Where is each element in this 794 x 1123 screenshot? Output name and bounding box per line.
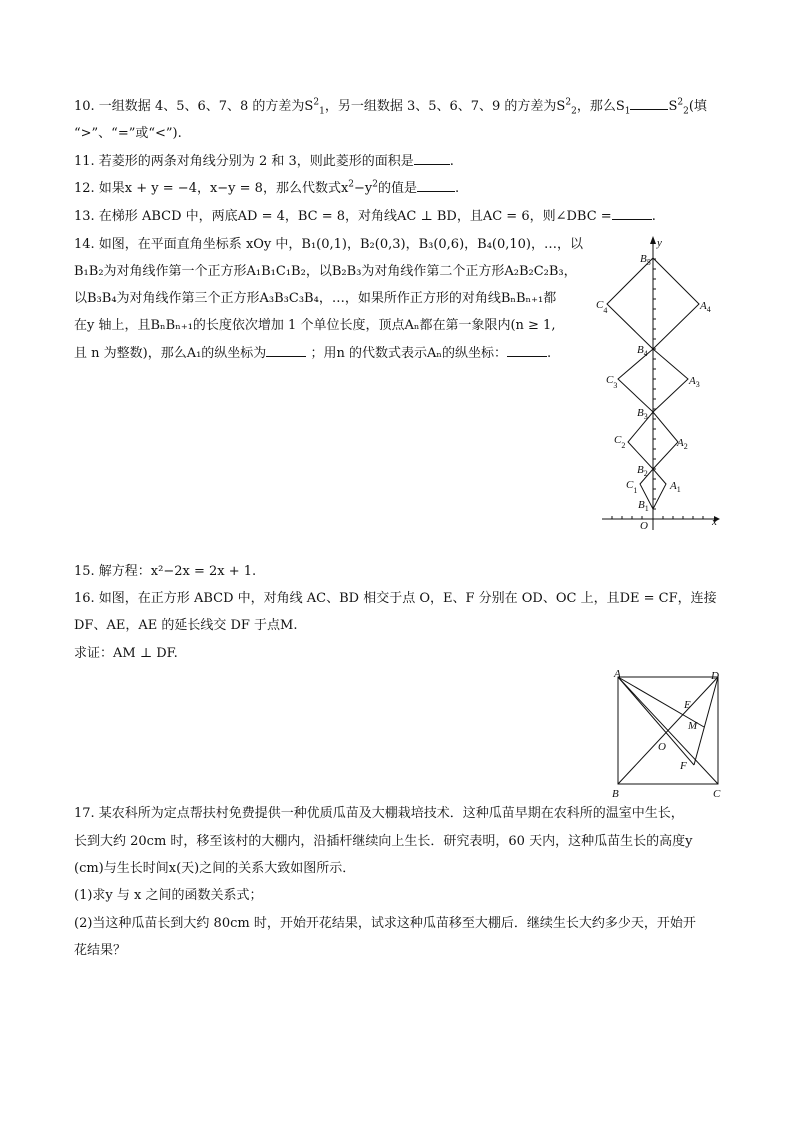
label-A1: $A_1$ — [670, 480, 681, 494]
q10-part3: ，那么S — [576, 99, 625, 114]
label-B1: $B_1$ — [638, 499, 649, 513]
q17-line3: (cm)与生长时间x(天)之间的关系大致如图所示． — [74, 861, 356, 876]
sub: 2 — [571, 106, 577, 117]
label-A: A — [614, 668, 621, 680]
q12-part3: 的值是 — [378, 181, 418, 196]
label-A4: $A_4$ — [700, 300, 711, 314]
label-M: M — [688, 720, 698, 732]
label-A2: $A_2$ — [677, 437, 688, 451]
label-E: E — [684, 699, 691, 711]
label-C3: $C_3$ — [606, 374, 618, 390]
q16-line3: 求证：AM ⊥ DF. — [74, 646, 178, 661]
q10-part2: ，另一组数据 3、5、6、7、9 的方差为S — [324, 99, 566, 114]
sup: 2 — [313, 97, 320, 108]
q12-part1: 12. 如果x + y = −4，x−y = 8，那么代数式x — [74, 181, 349, 196]
q17-line6: 花结果？ — [74, 943, 127, 958]
label-A3: $A_3$ — [689, 375, 700, 389]
q10-part1: 10. 一组数据 4、5、6、7、8 的方差为S — [74, 99, 314, 114]
label-C: C — [713, 788, 721, 799]
sup: 2 — [677, 97, 684, 108]
label-F: F — [680, 760, 687, 772]
answer-blank[interactable] — [266, 344, 306, 357]
origin-label: O — [640, 520, 648, 532]
sup: 2 — [348, 179, 355, 190]
answer-blank[interactable] — [414, 152, 450, 165]
x-axis-label: x — [712, 516, 717, 528]
q12-part2: −y — [354, 181, 373, 196]
q17-line1: 17. 某农科所为定点帮扶村免费提供一种优质瓜苗及大棚栽培技术．这种瓜苗早期在农科所的温室中生长， — [74, 806, 684, 821]
sup: 2 — [565, 97, 572, 108]
answer-blank[interactable] — [417, 179, 455, 192]
q14-line5: 且 n 为整数)，那么A₁的纵坐标为 ；用n 的代数式表示Aₙ的纵坐标： . — [74, 346, 552, 361]
q17-line5: (2)当这种瓜苗长到大约 80cm 时，开始开花结果，试求这种瓜苗移至大棚后．继续生长大约多少天，开始开 — [74, 916, 696, 931]
q17-line2: 长到大约 20cm 时，移至该村的大棚内，沿插杆继续向上生长．研究表明，60 天内，这种瓜苗生长的高度y — [74, 834, 693, 849]
q10-part4: S — [668, 99, 678, 114]
figure-16-square-abcd — [610, 667, 730, 799]
question-12: 12. 如果x + y = −4，x−y = 8，那么代数式$x^2-y^2$的值是 . — [74, 179, 460, 196]
sub: 2 — [683, 106, 689, 117]
q14-line4: 在y 轴上，且BₙBₙ₊₁的长度依次增加 1 个单位长度，顶点Aₙ都在第一象限内(n ≥ 1, — [74, 318, 556, 333]
question-15: 15. 解方程：x²−2x = 2x + 1. — [74, 564, 257, 579]
q17-line4: (1)求y 与 x 之间的函数关系式； — [74, 888, 263, 903]
q10-part5: (填 — [688, 99, 707, 114]
q13-text: 13. 在梯形 ABCD 中，两底AD = 4，BC = 8，对角线AC ⊥ BD，且AC = 6，则∠DBC = — [74, 209, 612, 224]
figure-14-coordinate-squares — [596, 232, 722, 532]
label-C4: $C_4$ — [596, 299, 608, 315]
label-B4: $B_4$ — [637, 344, 648, 358]
q11-text: 11. 若菱形的两条对角线分别为 2 和 3，则此菱形的面积是 — [74, 154, 414, 169]
question-10-cont: “>”、“=”或“<”). — [74, 126, 182, 141]
label-B3: $B_3$ — [637, 407, 648, 421]
question-11: 11. 若菱形的两条对角线分别为 2 和 3，则此菱形的面积是 . — [74, 154, 454, 169]
y-axis-label: y — [657, 237, 662, 249]
sup: 2 — [372, 179, 379, 190]
label-O: O — [658, 741, 666, 753]
q14-line5b: ；用n 的代数式表示Aₙ的纵坐标： — [310, 346, 507, 361]
label-C2: $C_2$ — [614, 434, 626, 450]
sub: 1 — [624, 106, 631, 117]
q14-line5a: 且 n 为整数)，那么A₁的纵坐标为 — [74, 346, 267, 361]
label-C1: $C_1$ — [626, 479, 638, 495]
answer-blank[interactable] — [612, 207, 652, 220]
q16-line1: 16. 如图，在正方形 ABCD 中，对角线 AC、BD 相交于点 O，E、F 分别在 OD、OC 上，且DE = CF，连接 — [74, 591, 717, 606]
label-B5: $B_5$ — [640, 253, 651, 267]
q14-line1: 14. 如图，在平面直角坐标系 xOy 中，B₁(0,1)，B₂(0,3)，B₃(0,6)，B₄(0,10)，…，以 — [74, 237, 584, 252]
label-D: D — [711, 670, 719, 682]
answer-blank[interactable] — [630, 97, 668, 110]
q14-line3: 以B₃B₄为对角线作第三个正方形A₃B₃C₃B₄，…，如果所作正方形的对角线BₙBₙ₊₁都 — [74, 291, 557, 306]
q14-line2: B₁B₂为对角线作第一个正方形A₁B₁C₁B₂，以B₂B₃为对角线作第二个正方形A₂B₂C₂B₃， — [74, 264, 577, 279]
sub: 1 — [319, 106, 325, 117]
label-B: B — [612, 788, 619, 799]
answer-blank[interactable] — [507, 344, 547, 357]
question-10 — [74, 95, 707, 117]
question-13: 13. 在梯形 ABCD 中，两底AD = 4，BC = 8，对角线AC ⊥ BD，且AC = 6，则∠DBC = . — [74, 209, 656, 224]
label-B2: $B_2$ — [637, 464, 648, 478]
q16-line2: DF、AE，AE 的延长线交 DF 于点M. — [74, 618, 298, 633]
